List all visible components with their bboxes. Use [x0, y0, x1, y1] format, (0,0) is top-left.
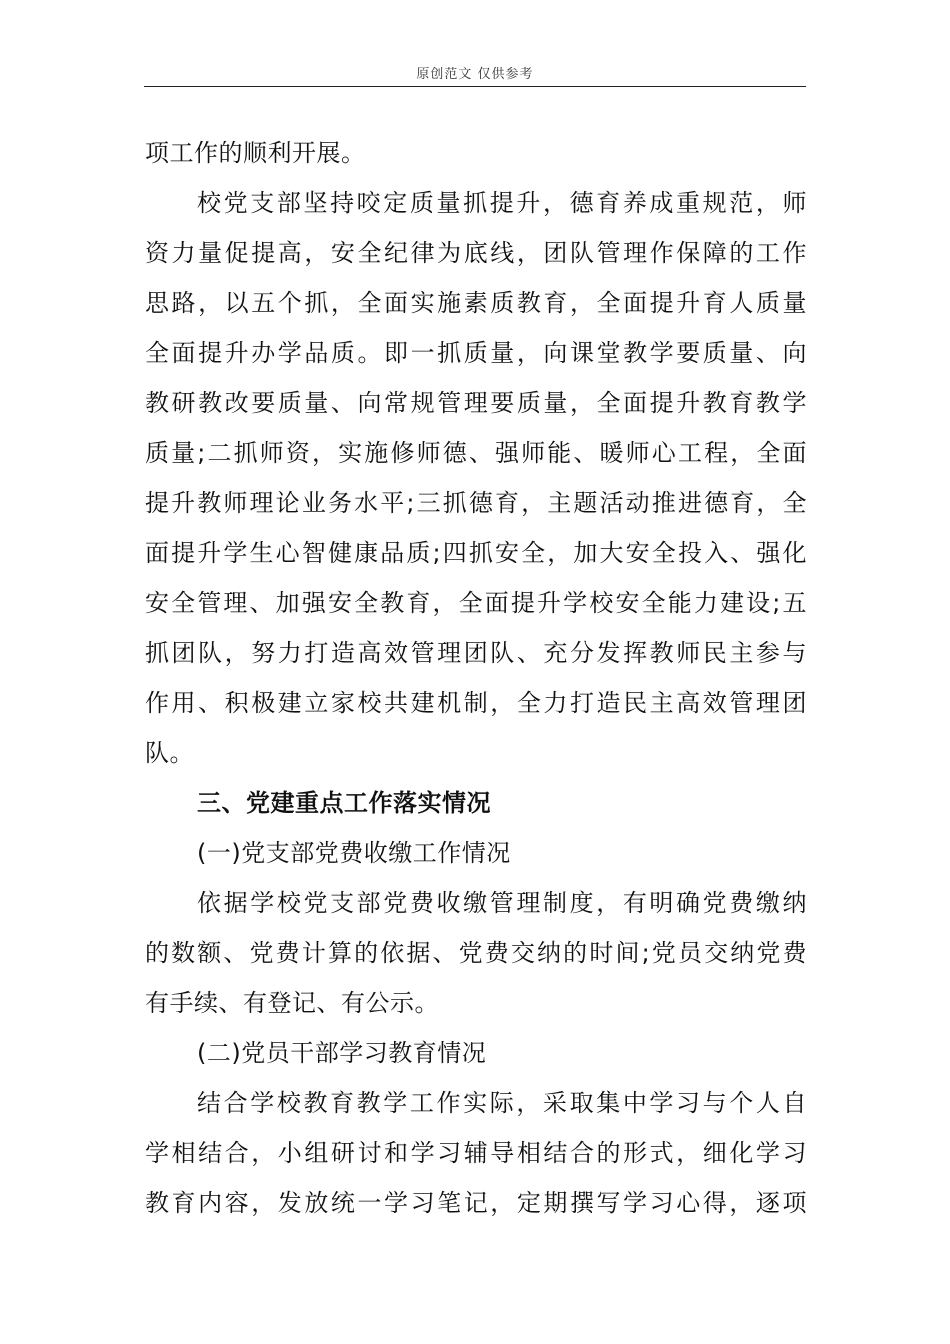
section-heading-3 [145, 778, 807, 828]
text-line: 全面提升办学品质。即一抓质量，向课堂教学要质量、向 [145, 339, 807, 367]
text-line: 抓团队，努力打造高效管理团队、充分发挥教师民主参与 [145, 639, 807, 667]
subheading-2 [145, 1028, 807, 1078]
text-line: 资力量促提高，安全纪律为底线，团队管理作保障的工作 [145, 239, 807, 267]
text-line: 项工作的顺利开展。 [145, 139, 366, 167]
header-text: 原创范文 仅供参考 [416, 67, 534, 82]
text-line: 队。 [145, 739, 194, 767]
page-header [144, 0, 806, 87]
text-line: 校党支部坚持咬定质量抓提升，德育养成重规范，师 [197, 189, 807, 217]
text-line: 教育内容，发放统一学习笔记，定期撰写学习心得，逐项 [145, 1189, 807, 1217]
text-line: 的数额、党费计算的依据、党费交纳的时间;党员交纳党费 [145, 939, 807, 967]
work-approach-paragraph [145, 178, 807, 778]
text-line: 学相结合，小组研讨和学习辅导相结合的形式，细化学习 [145, 1139, 807, 1167]
text-line: 安全管理、加强安全教育，全面提升学校安全能力建设;五 [145, 589, 807, 617]
continuation-paragraph [145, 128, 807, 178]
text-line: 质量;二抓师资，实施修师德、强师能、暖师心工程，全面 [145, 439, 807, 467]
text-line: 教研教改要质量、向常规管理要质量，全面提升教育教学 [145, 389, 807, 417]
subheading: (二)党员干部学习教育情况 [197, 1039, 487, 1067]
study-education-paragraph [145, 1078, 807, 1228]
text-line: 结合学校教育教学工作实际，采取集中学习与个人自 [197, 1089, 807, 1117]
text-line: 提升教师理论业务水平;三抓德育，主题活动推进德育，全 [145, 489, 807, 517]
text-line: 思路，以五个抓，全面实施素质教育，全面提升育人质量 [145, 289, 807, 317]
text-line: 作用、积极建立家校共建机制，全力打造民主高效管理团 [145, 689, 807, 717]
text-line: 有手续、有登记、有公示。 [145, 989, 439, 1017]
section-heading: 三、党建重点工作落实情况 [197, 789, 491, 817]
party-dues-paragraph [145, 878, 807, 1028]
text-line: 面提升学生心智健康品质;四抓安全，加大安全投入、强化 [145, 539, 807, 567]
document-body [145, 128, 807, 1228]
subheading-1 [145, 828, 807, 878]
text-line: 依据学校党支部党费收缴管理制度，有明确党费缴纳 [197, 889, 807, 917]
subheading: (一)党支部党费收缴工作情况 [197, 839, 511, 867]
